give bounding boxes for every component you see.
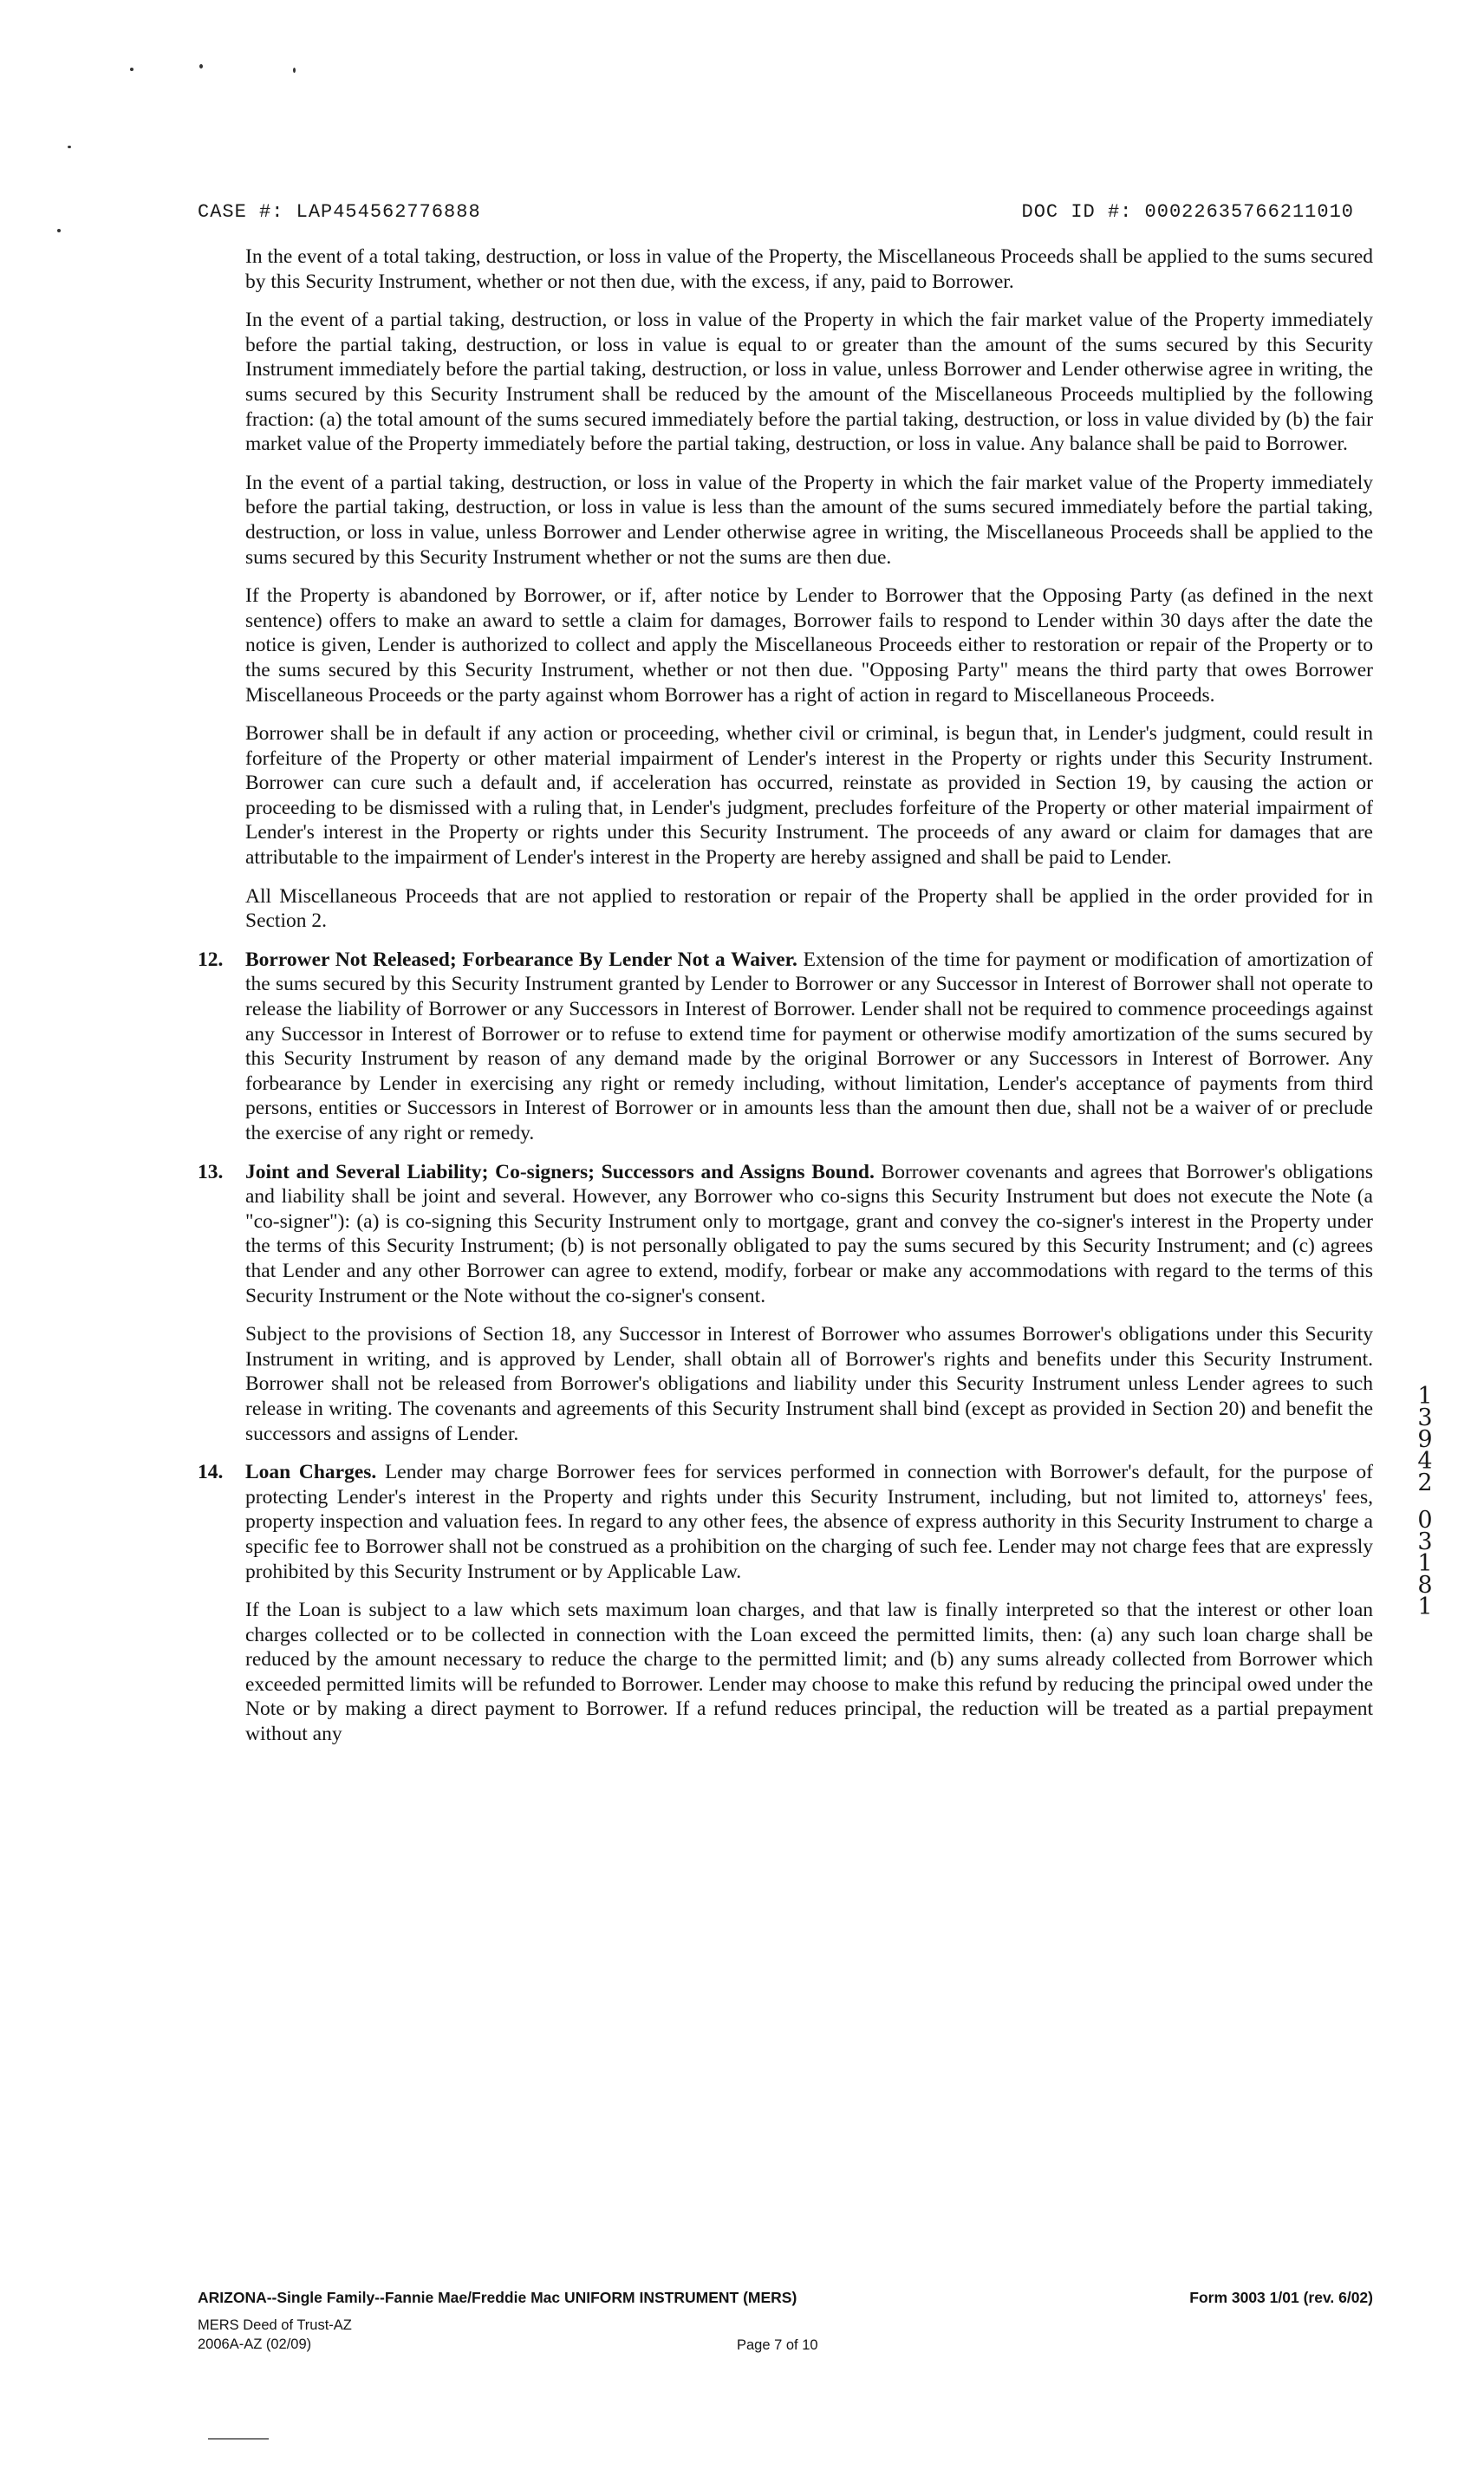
section-12 bbox=[198, 948, 1373, 1146]
section-14 bbox=[198, 1460, 1373, 1584]
paragraph-partial-taking-less: In the event of a partial taking, destruction, or loss in value of the Property in which the fair market value of the Property immediately before the partial taking, destruction, or loss in value is less than the amount of the sums secured immediately before the partial taking, destruction, or loss in value, unless Borrower and Lender otherwise agree in writing, the Miscellaneous Proceeds shall be applied to the sums secured by this Security Instrument whether or not the sums are then due. bbox=[245, 471, 1373, 569]
section-body bbox=[245, 948, 1373, 1146]
document-body bbox=[198, 244, 1373, 1761]
section-13-successors: Subject to the provisions of Section 18, any Successor in Interest of Borrower who assumes Borrower's obligations under this Security Instrument in writing, and is approved by Lender, shall obtain all of Borrower's rights and benefits under this Security Instrument. Borrower shall not be released from Borrower's obligations and liability under this Security Instrument unless Lender agrees to such release in writing. The covenants and agreements of this Security Instrument shall bind (except as provided in Section 20) and benefit the successors and assigns of Lender. bbox=[245, 1323, 1373, 1445]
scan-speck bbox=[199, 64, 203, 68]
section-text: Lender may charge Borrower fees for services performed in connection with Borrower's default, for the purpose of protecting Lender's interest in the Property and rights under this Security Instrument, including, but not limited to, attorneys' fees, property inspection and valuation fees. In regard to any other fees, the absence of express authority in this Security Instrument to charge a specific fee to Borrower shall not be construed as a prohibition on the charging of such fee. Lender may not charge fees that are expressly prohibited by this Security Instrument or by Applicable Law. bbox=[245, 1461, 1373, 1583]
section-title: Joint and Several Liability; Co-signers; Successors and Assigns Bound. bbox=[245, 1160, 875, 1183]
doc-id: DOC ID #: 00022635766211010 bbox=[1021, 201, 1354, 223]
recording-digit: 8 bbox=[1417, 1572, 1433, 1599]
scan-line bbox=[208, 2438, 269, 2440]
paragraph-total-taking: In the event of a total taking, destruction, or loss in value of the Property, the Miscellaneous Proceeds shall be applied to the sums secured by this Security Instrument, whether or not then due, with the excess, if any, paid to Borrower. bbox=[245, 245, 1373, 293]
section-title: Loan Charges. bbox=[245, 1461, 377, 1484]
page-number: Page 7 of 10 bbox=[737, 2337, 818, 2353]
paragraph-misc-proceeds-order: All Miscellaneous Proceeds that are not applied to restoration or repair of the Property shall be applied in the order provided for in Section 2. bbox=[245, 884, 1373, 933]
section-body bbox=[245, 1160, 1373, 1309]
recording-digit: 3 bbox=[1417, 1528, 1433, 1555]
recording-number-stamp bbox=[1413, 1385, 1437, 1618]
section-14-max-loan-charges: If the Loan is subject to a law which sets maximum loan charges, and that law is finally interpreted so that the interest or other loan charges collected or to be collected in connection with the Loan exceed the permitted limits, then: (a) any such loan charge shall be reduced by the amount necessary to reduce the charge to the permitted limit; and (b) any sums already collected from Borrower which exceeded permitted limits will be refunded to Borrower. Lender may choose to make this refund by reducing the principal owed under the Note or by making a direct payment to Borrower. If a refund reduces principal, the reduction will be treated as a partial prepayment without any bbox=[245, 1599, 1373, 1746]
section-13 bbox=[198, 1160, 1373, 1309]
recording-digit: 3 bbox=[1417, 1404, 1433, 1431]
section-title: Borrower Not Released; Forbearance By Lender Not a Waiver. bbox=[245, 948, 797, 971]
scan-speck bbox=[57, 229, 61, 232]
scan-speck bbox=[130, 68, 133, 71]
scan-speck bbox=[293, 68, 296, 73]
footer-form-number: Form 3003 1/01 (rev. 6/02) bbox=[1189, 2289, 1373, 2306]
recording-digit: 0 bbox=[1417, 1507, 1433, 1534]
section-text: Extension of the time for payment or modification of amortization of the sums secured by this Security Instrument granted by Lender to Borrower or any Successor in Interest of Borrower shall not operate to release the liability of Borrower or any Successors in Interest of Borrower. Lender shall not be required to commence proceedings against any Successor in Interest of Borrower or to refuse to extend time for payment or otherwise modify amortization of the sums secured by this Security Instrument by reason of any demand made by the original Borrower or any Successors in Interest of Borrower. Any forbearance by Lender in exercising any right or remedy including, without limitation, Lender's acceptance of payments from third persons, entities or Successors in Interest of Borrower or in amounts less than the amount then due, shall not be a waiver of or preclude the exercise of any right or remedy. bbox=[245, 948, 1373, 1144]
recording-digit: 1 bbox=[1417, 1383, 1433, 1410]
recording-digit: 1 bbox=[1417, 1593, 1433, 1620]
paragraph-partial-taking-greater: In the event of a partial taking, destruction, or loss in value of the Property in which the fair market value of the Property immediately before the partial taking, destruction, or loss in value is equal to or greater than the amount of the sums secured by this Security Instrument immediately before the partial taking, destruction, or loss in value, unless Borrower and Lender otherwise agree in writing, the sums secured by this Security Instrument shall be reduced by the amount of the Miscellaneous Proceeds multiplied by the following fraction: (a) the total amount of the sums secured immediately before the partial taking, destruction, or loss in value divided by (b) the fair market value of the Property immediately before the partial taking, destruction, or loss in value. Any balance shall be paid to Borrower. bbox=[245, 309, 1373, 456]
paragraph-abandoned-property: If the Property is abandoned by Borrower, or if, after notice by Lender to Borrower that the Opposing Party (as defined in the next sentence) offers to make an award to settle a claim for damages, Borrower fails to respond to Lender within 30 days after the date the notice is given, Lender is authorized to collect and apply the Miscellaneous Proceeds either to restoration or repair of the Property or to the sums secured by this Security Instrument, whether or not then due. "Opposing Party" means the third party that owes Borrower Miscellaneous Proceeds or the party against whom Borrower has a right of action in regard to Miscellaneous Proceeds. bbox=[245, 584, 1373, 707]
page-footer bbox=[198, 2289, 1373, 2354]
section-number: 13. bbox=[198, 1160, 224, 1183]
section-number: 14. bbox=[198, 1461, 224, 1484]
section-body bbox=[245, 1460, 1373, 1584]
recording-digit: 9 bbox=[1417, 1426, 1433, 1453]
footer-form-code: 2006A-AZ (02/09) bbox=[198, 2336, 312, 2352]
recording-digit: 2 bbox=[1417, 1470, 1433, 1496]
case-number: CASE #: LAP454562776888 bbox=[198, 201, 481, 223]
recording-digit: 4 bbox=[1417, 1448, 1433, 1475]
recording-digit: 1 bbox=[1417, 1550, 1433, 1577]
scan-speck bbox=[68, 146, 71, 148]
footer-title: ARIZONA--Single Family--Fannie Mae/Freddie Mac UNIFORM INSTRUMENT (MERS) bbox=[198, 2289, 797, 2306]
footer-mers-line: MERS Deed of Trust-AZ bbox=[198, 2317, 352, 2333]
paragraph-default-proceeding: Borrower shall be in default if any action or proceeding, whether civil or criminal, is begun that, in Lender's judgment, could result in forfeiture of the Property or other material impairment of Lender's interest in the Property or rights under this Security Instrument. Borrower can cure such a default and, if acceleration has occurred, reinstate as provided in Section 19, by causing the action or proceeding to be dismissed with a ruling that, in Lender's judgment, precludes forfeiture of the Property or other material impairment of Lender's interest in the Property or rights under this Security Instrument. The proceeds of any award or claim for damages that are attributable to the impairment of Lender's interest in the Property are hereby assigned and shall be paid to Lender. bbox=[245, 722, 1373, 870]
section-text: Borrower covenants and agrees that Borrower's obligations and liability shall be joint and several. However, any Borrower who co-signs this Security Instrument but does not execute the Note (a "co-signer"): (a) is co-signing this Security Instrument only to mortgage, grant and convey the co-signer's interest in the Property under the terms of this Security Instrument; (b) is not personally obligated to pay the sums secured by this Security Instrument; and (c) agrees that Lender and any other Borrower can agree to extend, modify, forbear or make any accommodations with regard to the terms of this Security Instrument or the Note without the co-signer's consent. bbox=[245, 1160, 1373, 1307]
section-number: 12. bbox=[198, 948, 224, 971]
